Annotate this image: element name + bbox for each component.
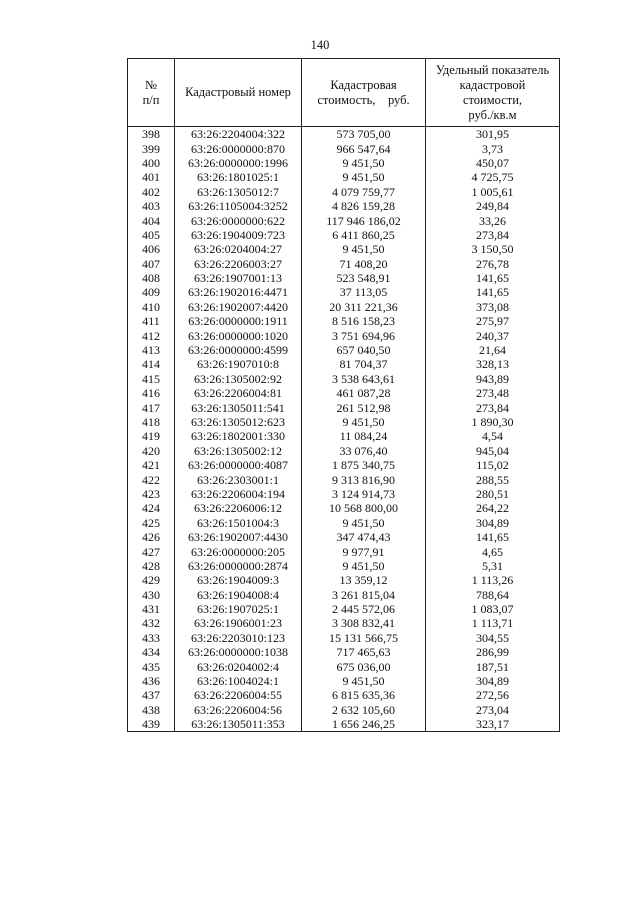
cadastral-number-cell: 63:26:0000000:4599 (175, 343, 302, 357)
table-row (128, 444, 560, 458)
cadastral-number-cell: 63:26:1907010:8 (175, 357, 302, 371)
row-number-cell: 420 (128, 444, 175, 458)
row-number-cell: 400 (128, 156, 175, 170)
specific-indicator-cell: 272,56 (426, 688, 560, 702)
cadastral-number-cell: 63:26:2206004:56 (175, 703, 302, 717)
cadastral-number-cell: 63:26:1902016:4471 (175, 285, 302, 299)
row-number-cell: 423 (128, 487, 175, 501)
cadastral-number-cell: 63:26:1501004:3 (175, 516, 302, 530)
cadastral-number-cell: 63:26:2206006:12 (175, 501, 302, 515)
row-number-cell: 412 (128, 328, 175, 342)
row-number-cell: 398 (128, 127, 175, 142)
specific-indicator-cell: 304,89 (426, 516, 560, 530)
table-row (128, 645, 560, 659)
table-row (128, 271, 560, 285)
cadastral-value-cell: 81 704,37 (302, 357, 426, 371)
table-row (128, 559, 560, 573)
specific-indicator-cell: 4 725,75 (426, 170, 560, 184)
row-number-cell: 429 (128, 573, 175, 587)
table-row (128, 659, 560, 673)
specific-indicator-cell: 273,04 (426, 703, 560, 717)
cadastral-number-cell: 63:26:2303001:1 (175, 472, 302, 486)
cadastral-value-cell: 3 308 832,41 (302, 616, 426, 630)
header-specific-indicator (426, 59, 560, 127)
cadastral-number-cell: 63:26:1105004:3252 (175, 199, 302, 213)
header-indicator-line2: кадастровой (459, 77, 526, 92)
table-row (128, 458, 560, 472)
table-row (128, 530, 560, 544)
specific-indicator-cell: 3 150,50 (426, 242, 560, 256)
header-indicator-line1: Удельный показатель (435, 62, 550, 77)
row-number-cell: 418 (128, 415, 175, 429)
table-row (128, 487, 560, 501)
cadastral-number-cell: 63:26:1305011:541 (175, 400, 302, 414)
table-row (128, 688, 560, 702)
specific-indicator-cell: 280,51 (426, 487, 560, 501)
cadastral-value-cell: 2 445 572,06 (302, 602, 426, 616)
row-number-cell: 439 (128, 717, 175, 732)
cadastral-value-cell: 9 451,50 (302, 170, 426, 184)
specific-indicator-cell: 4,54 (426, 429, 560, 443)
table-row (128, 257, 560, 271)
row-number-cell: 416 (128, 386, 175, 400)
specific-indicator-cell: 943,89 (426, 372, 560, 386)
table-row (128, 501, 560, 515)
specific-indicator-cell: 141,65 (426, 271, 560, 285)
cadastral-number-cell: 63:26:1904008:4 (175, 588, 302, 602)
cadastral-number-cell: 63:26:0000000:1038 (175, 645, 302, 659)
cadastral-number-cell: 63:26:1907025:1 (175, 602, 302, 616)
cadastral-number-cell: 63:26:2206004:194 (175, 487, 302, 501)
cadastral-number-cell: 63:26:0000000:4087 (175, 458, 302, 472)
cadastre-table (127, 58, 560, 732)
cadastral-value-cell: 4 826 159,28 (302, 199, 426, 213)
specific-indicator-cell: 115,02 (426, 458, 560, 472)
row-number-cell: 434 (128, 645, 175, 659)
header-cadastral-value (302, 59, 426, 127)
table-row (128, 544, 560, 558)
specific-indicator-cell: 273,48 (426, 386, 560, 400)
cadastral-value-cell: 33 076,40 (302, 444, 426, 458)
cadastral-value-cell: 9 451,50 (302, 415, 426, 429)
row-number-cell: 436 (128, 674, 175, 688)
cadastral-number-cell: 63:26:2206004:81 (175, 386, 302, 400)
cadastral-value-cell: 2 632 105,60 (302, 703, 426, 717)
specific-indicator-cell: 273,84 (426, 228, 560, 242)
cadastral-number-cell: 63:26:0000000:1911 (175, 314, 302, 328)
header-cadastral-number (175, 59, 302, 127)
row-number-cell: 427 (128, 544, 175, 558)
row-number-cell: 419 (128, 429, 175, 443)
cadastral-value-cell: 657 040,50 (302, 343, 426, 357)
row-number-cell: 399 (128, 141, 175, 155)
cadastral-value-cell: 9 451,50 (302, 156, 426, 170)
cadastral-number-cell: 63:26:1904009:3 (175, 573, 302, 587)
header-number-abbr: п/п (142, 92, 160, 107)
cadastral-value-cell: 9 451,50 (302, 242, 426, 256)
cadastral-value-cell: 573 705,00 (302, 127, 426, 142)
table-header-row (128, 59, 560, 127)
table-row (128, 429, 560, 443)
specific-indicator-cell: 264,22 (426, 501, 560, 515)
cadastral-value-cell: 9 977,91 (302, 544, 426, 558)
cadastral-number-cell: 63:26:1904009:723 (175, 228, 302, 242)
specific-indicator-cell: 1 113,26 (426, 573, 560, 587)
cadastral-number-cell: 63:26:0000000:1020 (175, 328, 302, 342)
specific-indicator-cell: 328,13 (426, 357, 560, 371)
table-row (128, 314, 560, 328)
cadastral-value-cell: 71 408,20 (302, 257, 426, 271)
cadastral-value-cell: 11 084,24 (302, 429, 426, 443)
cadastral-value-cell: 1 656 246,25 (302, 717, 426, 732)
header-indicator-line4: руб./кв.м (468, 107, 517, 122)
specific-indicator-cell: 1 890,30 (426, 415, 560, 429)
specific-indicator-cell: 276,78 (426, 257, 560, 271)
cadastral-value-cell: 3 261 815,04 (302, 588, 426, 602)
cadastral-number-cell: 63:26:0000000:205 (175, 544, 302, 558)
cadastral-value-cell: 13 359,12 (302, 573, 426, 587)
table-row (128, 602, 560, 616)
table-row (128, 588, 560, 602)
cadastral-number-cell: 63:26:1902007:4420 (175, 300, 302, 314)
table-row (128, 242, 560, 256)
row-number-cell: 410 (128, 300, 175, 314)
specific-indicator-cell: 4,65 (426, 544, 560, 558)
row-number-cell: 437 (128, 688, 175, 702)
table-row (128, 213, 560, 227)
specific-indicator-cell: 21,64 (426, 343, 560, 357)
table-row (128, 415, 560, 429)
table-row (128, 631, 560, 645)
cadastral-number-cell: 63:26:0204002:4 (175, 659, 302, 673)
cadastral-number-cell: 63:26:1802001:330 (175, 429, 302, 443)
cadastral-number-cell: 63:26:1801025:1 (175, 170, 302, 184)
row-number-cell: 407 (128, 257, 175, 271)
cadastral-value-cell: 117 946 186,02 (302, 213, 426, 227)
specific-indicator-cell: 3,73 (426, 141, 560, 155)
row-number-cell: 413 (128, 343, 175, 357)
row-number-cell: 422 (128, 472, 175, 486)
table-row (128, 156, 560, 170)
specific-indicator-cell: 788,64 (426, 588, 560, 602)
specific-indicator-cell: 275,97 (426, 314, 560, 328)
header-row-number (128, 59, 175, 127)
table-row (128, 127, 560, 142)
specific-indicator-cell: 187,51 (426, 659, 560, 673)
row-number-cell: 409 (128, 285, 175, 299)
table-row (128, 141, 560, 155)
header-indicator-line3: стоимости, (462, 92, 523, 107)
row-number-cell: 402 (128, 185, 175, 199)
cadastral-value-cell: 9 451,50 (302, 516, 426, 530)
specific-indicator-cell: 141,65 (426, 285, 560, 299)
table-row (128, 372, 560, 386)
specific-indicator-cell: 304,55 (426, 631, 560, 645)
table-row (128, 674, 560, 688)
cadastral-value-cell: 3 538 643,61 (302, 372, 426, 386)
cadastral-number-cell: 63:26:1902007:4430 (175, 530, 302, 544)
specific-indicator-cell: 1 005,61 (426, 185, 560, 199)
specific-indicator-cell: 273,84 (426, 400, 560, 414)
specific-indicator-cell: 450,07 (426, 156, 560, 170)
cadastral-value-cell: 4 079 759,77 (302, 185, 426, 199)
table-row (128, 472, 560, 486)
row-number-cell: 426 (128, 530, 175, 544)
cadastral-number-cell: 63:26:1305002:12 (175, 444, 302, 458)
row-number-cell: 411 (128, 314, 175, 328)
specific-indicator-cell: 323,17 (426, 717, 560, 732)
cadastral-value-cell: 3 124 914,73 (302, 487, 426, 501)
row-number-cell: 415 (128, 372, 175, 386)
row-number-cell: 430 (128, 588, 175, 602)
cadastral-value-cell: 6 411 860,25 (302, 228, 426, 242)
table-row (128, 199, 560, 213)
specific-indicator-cell: 1 113,71 (426, 616, 560, 630)
cadastral-number-cell: 63:26:0000000:870 (175, 141, 302, 155)
cadastral-value-cell: 6 815 635,36 (302, 688, 426, 702)
header-value-line1: Кадастровая (330, 77, 397, 92)
cadastral-number-cell: 63:26:0204004:27 (175, 242, 302, 256)
row-number-cell: 403 (128, 199, 175, 213)
specific-indicator-cell: 141,65 (426, 530, 560, 544)
cadastral-value-cell: 10 568 800,00 (302, 501, 426, 515)
table-row (128, 328, 560, 342)
cadastral-value-cell: 966 547,64 (302, 141, 426, 155)
cadastral-number-cell: 63:26:0000000:2874 (175, 559, 302, 573)
table-row (128, 386, 560, 400)
row-number-cell: 435 (128, 659, 175, 673)
cadastral-number-cell: 63:26:0000000:622 (175, 213, 302, 227)
row-number-cell: 421 (128, 458, 175, 472)
specific-indicator-cell: 288,55 (426, 472, 560, 486)
row-number-cell: 431 (128, 602, 175, 616)
row-number-cell: 425 (128, 516, 175, 530)
cadastral-number-cell: 63:26:1906001:23 (175, 616, 302, 630)
specific-indicator-cell: 945,04 (426, 444, 560, 458)
cadastral-value-cell: 461 087,28 (302, 386, 426, 400)
table-row (128, 516, 560, 530)
row-number-cell: 406 (128, 242, 175, 256)
cadastral-value-cell: 675 036,00 (302, 659, 426, 673)
page-number: 140 (310, 38, 330, 52)
header-cadastral-number-label: Кадастровый номер (185, 85, 291, 99)
row-number-cell: 424 (128, 501, 175, 515)
cadastral-value-cell: 37 113,05 (302, 285, 426, 299)
cadastral-number-cell: 63:26:1305011:353 (175, 717, 302, 732)
specific-indicator-cell: 5,31 (426, 559, 560, 573)
table-row (128, 616, 560, 630)
cadastral-value-cell: 1 875 340,75 (302, 458, 426, 472)
table-row (128, 185, 560, 199)
table-row (128, 285, 560, 299)
cadastral-number-cell: 63:26:2203010:123 (175, 631, 302, 645)
row-number-cell: 432 (128, 616, 175, 630)
cadastral-number-cell: 63:26:1305002:92 (175, 372, 302, 386)
cadastral-number-cell: 63:26:1305012:623 (175, 415, 302, 429)
specific-indicator-cell: 286,99 (426, 645, 560, 659)
table-row (128, 300, 560, 314)
table-row (128, 343, 560, 357)
table-row (128, 170, 560, 184)
table-row (128, 228, 560, 242)
row-number-cell: 433 (128, 631, 175, 645)
specific-indicator-cell: 240,37 (426, 328, 560, 342)
row-number-cell: 414 (128, 357, 175, 371)
cadastral-number-cell: 63:26:2206003:27 (175, 257, 302, 271)
cadastral-number-cell: 63:26:0000000:1996 (175, 156, 302, 170)
cadastral-number-cell: 63:26:2204004:322 (175, 127, 302, 142)
table-row (128, 717, 560, 732)
cadastral-number-cell: 63:26:2206004:55 (175, 688, 302, 702)
cadastral-value-cell: 8 516 158,23 (302, 314, 426, 328)
specific-indicator-cell: 33,26 (426, 213, 560, 227)
cadastral-value-cell: 20 311 221,36 (302, 300, 426, 314)
cadastral-number-cell: 63:26:1305012:7 (175, 185, 302, 199)
header-number-sign: № (145, 77, 157, 92)
cadastral-value-cell: 347 474,43 (302, 530, 426, 544)
cadastral-value-cell: 3 751 694,96 (302, 328, 426, 342)
cadastral-value-cell: 15 131 566,75 (302, 631, 426, 645)
specific-indicator-cell: 301,95 (426, 127, 560, 142)
cadastral-value-cell: 9 313 816,90 (302, 472, 426, 486)
row-number-cell: 405 (128, 228, 175, 242)
cadastral-number-cell: 63:26:1907001:13 (175, 271, 302, 285)
header-value-line2: стоимость, руб. (317, 92, 410, 107)
cadastral-value-cell: 9 451,50 (302, 674, 426, 688)
row-number-cell: 438 (128, 703, 175, 717)
cadastral-value-cell: 717 465,63 (302, 645, 426, 659)
cadastral-value-cell: 523 548,91 (302, 271, 426, 285)
table-row (128, 573, 560, 587)
specific-indicator-cell: 249,84 (426, 199, 560, 213)
cadastral-number-cell: 63:26:1004024:1 (175, 674, 302, 688)
row-number-cell: 404 (128, 213, 175, 227)
table-body (128, 127, 560, 732)
row-number-cell: 428 (128, 559, 175, 573)
table-row (128, 357, 560, 371)
cadastral-value-cell: 9 451,50 (302, 559, 426, 573)
table-row (128, 400, 560, 414)
row-number-cell: 401 (128, 170, 175, 184)
specific-indicator-cell: 373,08 (426, 300, 560, 314)
row-number-cell: 417 (128, 400, 175, 414)
cadastral-value-cell: 261 512,98 (302, 400, 426, 414)
table-row (128, 703, 560, 717)
specific-indicator-cell: 304,89 (426, 674, 560, 688)
row-number-cell: 408 (128, 271, 175, 285)
specific-indicator-cell: 1 083,07 (426, 602, 560, 616)
